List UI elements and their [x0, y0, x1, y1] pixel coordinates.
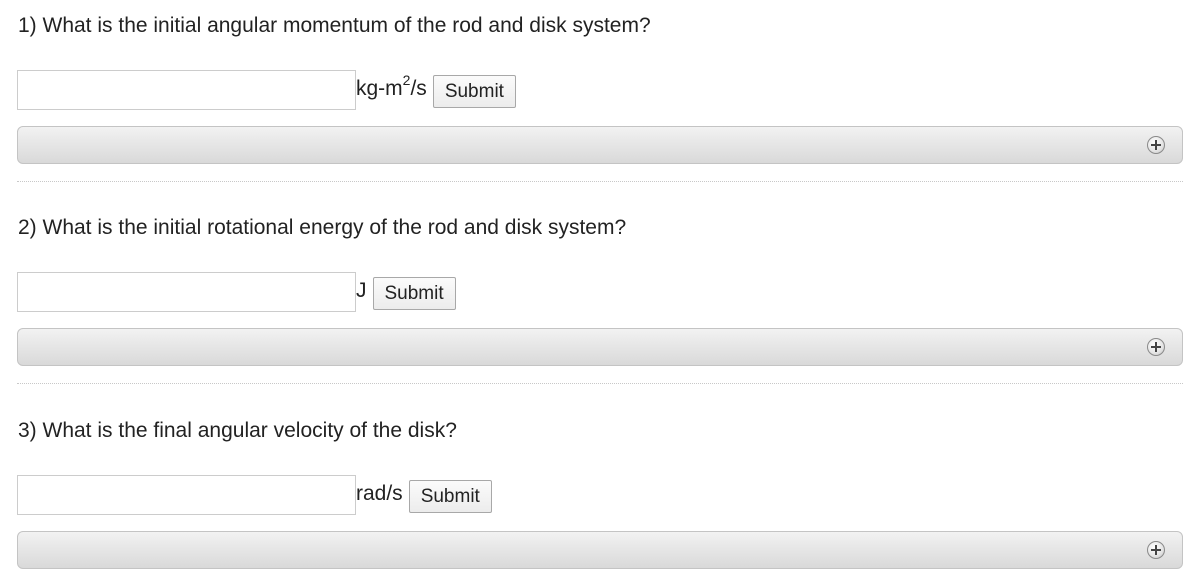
plus-circle-icon[interactable]: [1147, 541, 1165, 559]
plus-circle-icon[interactable]: [1147, 136, 1165, 154]
answer-row: [17, 70, 516, 110]
submit-button[interactable]: Submit: [433, 75, 516, 108]
divider: [17, 383, 1183, 384]
hint-expand-bar[interactable]: [17, 126, 1183, 164]
unit-label: [356, 72, 427, 101]
unit-prefix: kg-m: [356, 77, 403, 100]
question-text: 1) What is the initial angular momentum of the rod and disk system?: [18, 14, 651, 37]
answer-input[interactable]: [17, 272, 356, 312]
unit-label: [356, 279, 367, 303]
submit-button[interactable]: Submit: [409, 480, 492, 513]
plus-circle-icon[interactable]: [1147, 338, 1165, 356]
unit-suffix: /s: [410, 77, 427, 100]
answer-row: [17, 475, 492, 515]
divider: [17, 181, 1183, 182]
hint-expand-bar[interactable]: [17, 328, 1183, 366]
answer-input[interactable]: [17, 70, 356, 110]
answer-input[interactable]: [17, 475, 356, 515]
question-text: 2) What is the initial rotational energy of the rod and disk system?: [18, 216, 627, 239]
unit-prefix: rad/s: [356, 482, 403, 505]
answer-row: [17, 272, 456, 312]
unit-label: [356, 482, 403, 506]
question-text: 3) What is the final angular velocity of the disk?: [18, 419, 457, 442]
unit-prefix: J: [356, 279, 367, 302]
submit-button[interactable]: Submit: [373, 277, 456, 310]
hint-expand-bar[interactable]: [17, 531, 1183, 569]
unit-superscript: 2: [402, 72, 411, 88]
